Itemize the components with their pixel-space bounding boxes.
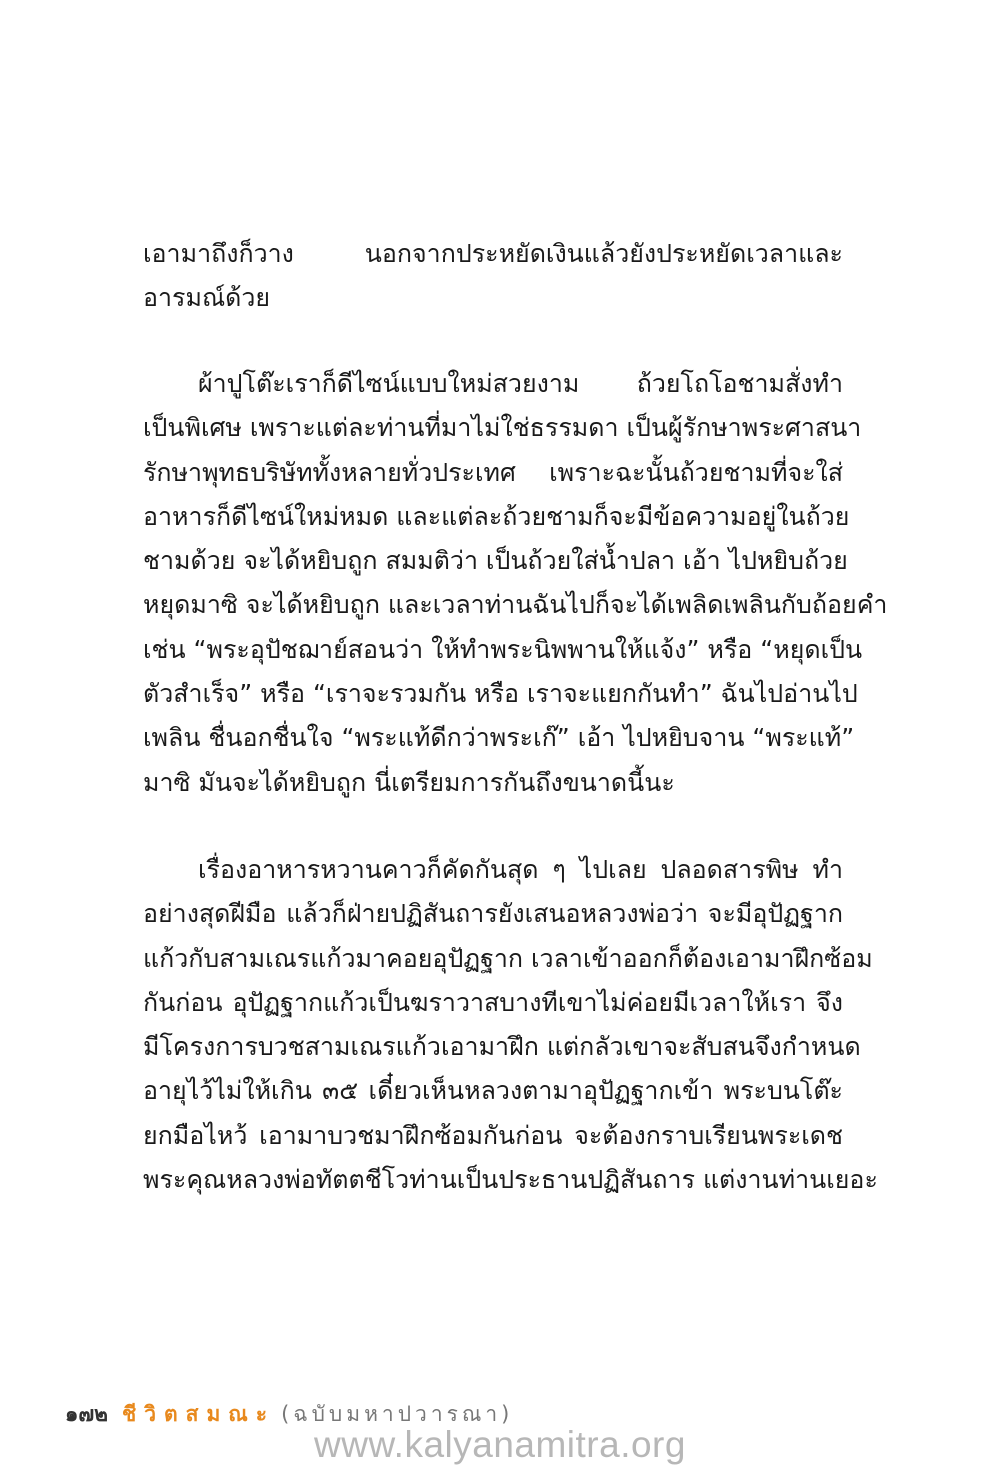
- text-line: หยุดมาซิ จะได้หยิบถูก และเวลาท่านฉันไปก็จะได้เพลิดเพลินกับถ้อยคำ: [143, 590, 888, 620]
- book-title: ชีวิตสมณะ: [121, 1402, 276, 1426]
- text-line: มาซิ มันจะได้หยิบถูก นี่เตรียมการกันถึงขนาดนี้นะ: [143, 767, 675, 797]
- text-line: ยกมือไหว้ เอามาบวชมาฝึกซ้อมกันก่อน จะต้องกราบเรียนพระเดช: [143, 1120, 843, 1150]
- text-line: รักษาพุทธบริษัททั้งหลายทั่วประเทศ เพราะฉะนั้นถ้วยชามที่จะใส่: [143, 457, 843, 487]
- text-line: อาหารก็ดีไซน์ใหม่หมด และแต่ละถ้วยชามก็จะมีข้อความอยู่ในถ้วย: [143, 501, 850, 531]
- text-line: อย่างสุดฝีมือ แล้วก็ฝ่ายปฏิสันถารยังเสนอหลวงพ่อว่า จะมีอุปัฏฐาก: [143, 899, 843, 929]
- text-line: อารมณ์ด้วย: [143, 283, 271, 313]
- text-line: พระคุณหลวงพ่อทัตตชีโวท่านเป็นประธานปฏิสันถาร แต่งานท่านเยอะ: [143, 1165, 878, 1195]
- paragraph-3: [143, 848, 878, 1202]
- text-line: ผ้าปูโต๊ะเราก็ดีไซน์แบบใหม่สวยงาม ถ้วยโถโอชามสั่งทำ: [198, 369, 843, 398]
- text-line: มีโครงการบวชสามเณรแก้วเอามาฝึก แต่กลัวเขาจะสับสนจึงกำหนด: [143, 1032, 861, 1062]
- text-line: ตัวสำเร็จ” หรือ “เราจะรวมกัน หรือ เราจะแยกกันทำ” ฉันไปอ่านไป: [143, 679, 858, 709]
- text-line: กันก่อน อุปัฏฐากแก้วเป็นฆราวาสบางทีเขาไม่ค่อยมีเวลาให้เรา จึง: [143, 987, 843, 1017]
- text-line: แก้วกับสามเณรแก้วมาคอยอุปัฏฐาก เวลาเข้าออกก็ต้องเอามาฝึกซ้อม: [143, 943, 873, 973]
- text-line: เช่น “พระอุปัชฌาย์สอนว่า ให้ทำพระนิพพานให้แจ้ง” หรือ “หยุดเป็น: [143, 634, 863, 664]
- paragraph-2: [143, 362, 888, 805]
- page-number: ๑๗๒: [65, 1402, 108, 1426]
- text-line: เพลิน ชื่นอกชื่นใจ “พระแท้ดีกว่าพระเก๊” เอ้า ไปหยิบจาน “พระแท้”: [143, 723, 855, 753]
- paragraph-1: [143, 232, 843, 321]
- text-line: อายุไว้ไม่ให้เกิน ๓๕ เดี๋ยวเห็นหลวงตามาอุปัฏฐากเข้า พระบนโต๊ะ: [143, 1076, 843, 1106]
- text-line: เป็นพิเศษ เพราะแต่ละท่านที่มาไม่ใช่ธรรมดา เป็นผู้รักษาพระศาสนา: [143, 413, 862, 443]
- text-line: ชามด้วย จะได้หยิบถูก สมมติว่า เป็นถ้วยใส่น้ำปลา เอ้า ไปหยิบถ้วย: [143, 546, 848, 576]
- watermark-url: www.kalyanamitra.org: [314, 1424, 686, 1465]
- text-line: เรื่องอาหารหวานคาวก็คัดกันสุด ๆ ไปเลย ปลอดสารพิษ ทำ: [198, 855, 843, 884]
- edition-label: (ฉบับมหาปวารณา): [281, 1402, 514, 1426]
- text-line: เอามาถึงก็วาง นอกจากประหยัดเงินแล้วยังประหยัดเวลาและ: [143, 239, 843, 268]
